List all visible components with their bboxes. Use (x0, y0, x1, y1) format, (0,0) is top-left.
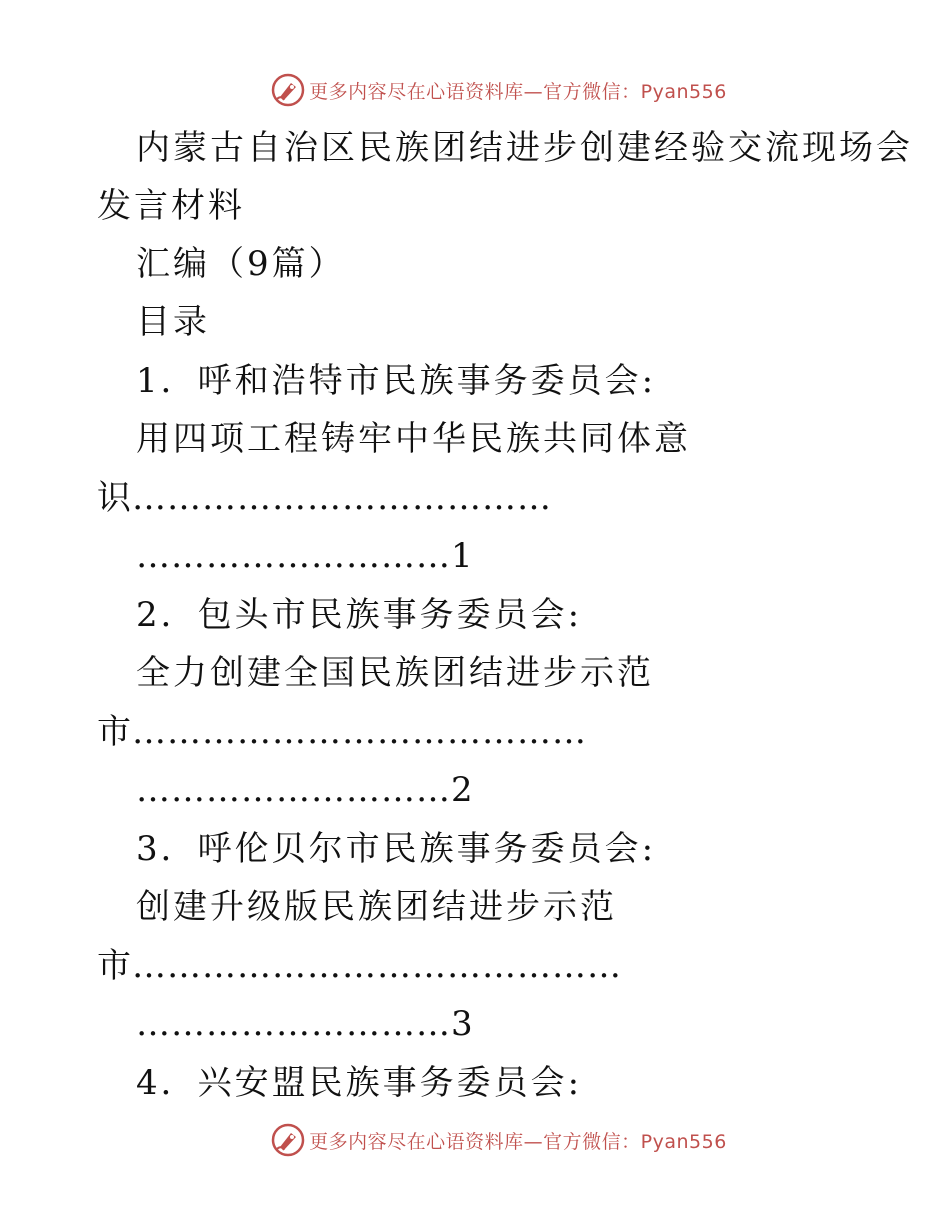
toc-entry-2-title: 全力创建全国民族团结进步示范 (136, 653, 654, 693)
watermark-separator: — (523, 80, 544, 103)
toc-entry-1-org: 1．呼和浩特市民族事务委员会: (136, 361, 657, 401)
toc-entry-4-org: 4．兴安盟民族事务委员会: (136, 1063, 583, 1103)
toc-entry-3-title: 创建升级版民族团结进步示范 (136, 887, 617, 927)
watermark-text (309, 77, 727, 104)
watermark-banner-bottom (0, 1120, 950, 1160)
toc-entry-3-org: 3．呼伦贝尔市民族事务委员会: (136, 829, 657, 869)
watermark-wechat: 官方微信：Pyan556 (543, 80, 727, 103)
watermark-slogan: 更多内容尽在心语资料库 (309, 80, 524, 103)
pen-nib-logo-icon (271, 1123, 305, 1157)
watermark-slogan: 更多内容尽在心语资料库 (309, 1130, 524, 1153)
toc-entry-2-page: ………………………2 (136, 770, 474, 810)
toc-entry-1-title-tail: 识……………………………… (97, 478, 552, 518)
toc-entry-2-org: 2．包头市民族事务委员会: (136, 595, 583, 635)
pen-nib-logo-icon (271, 73, 305, 107)
toc-entry-3-title-tail: 市…………………………………… (97, 946, 622, 986)
toc-entry-3-page: ………………………3 (136, 1004, 474, 1044)
watermark-separator: — (523, 1130, 544, 1153)
toc-entry-1-title: 用四项工程铸牢中华民族共同体意 (136, 419, 691, 459)
doc-title-line3: 汇编（9篇） (136, 244, 346, 284)
doc-title-line1: 内蒙古自治区民族团结进步创建经验交流现场会 (136, 128, 913, 168)
toc-entry-2-title-tail: 市………………………………… (97, 712, 587, 752)
watermark-text (309, 1127, 727, 1154)
doc-title-line2: 发言材料 (97, 186, 245, 226)
watermark-wechat: 官方微信：Pyan556 (543, 1130, 727, 1153)
toc-heading: 目录 (136, 302, 210, 342)
watermark-banner-top (0, 70, 950, 110)
toc-entry-1-page: ………………………1 (136, 536, 474, 576)
